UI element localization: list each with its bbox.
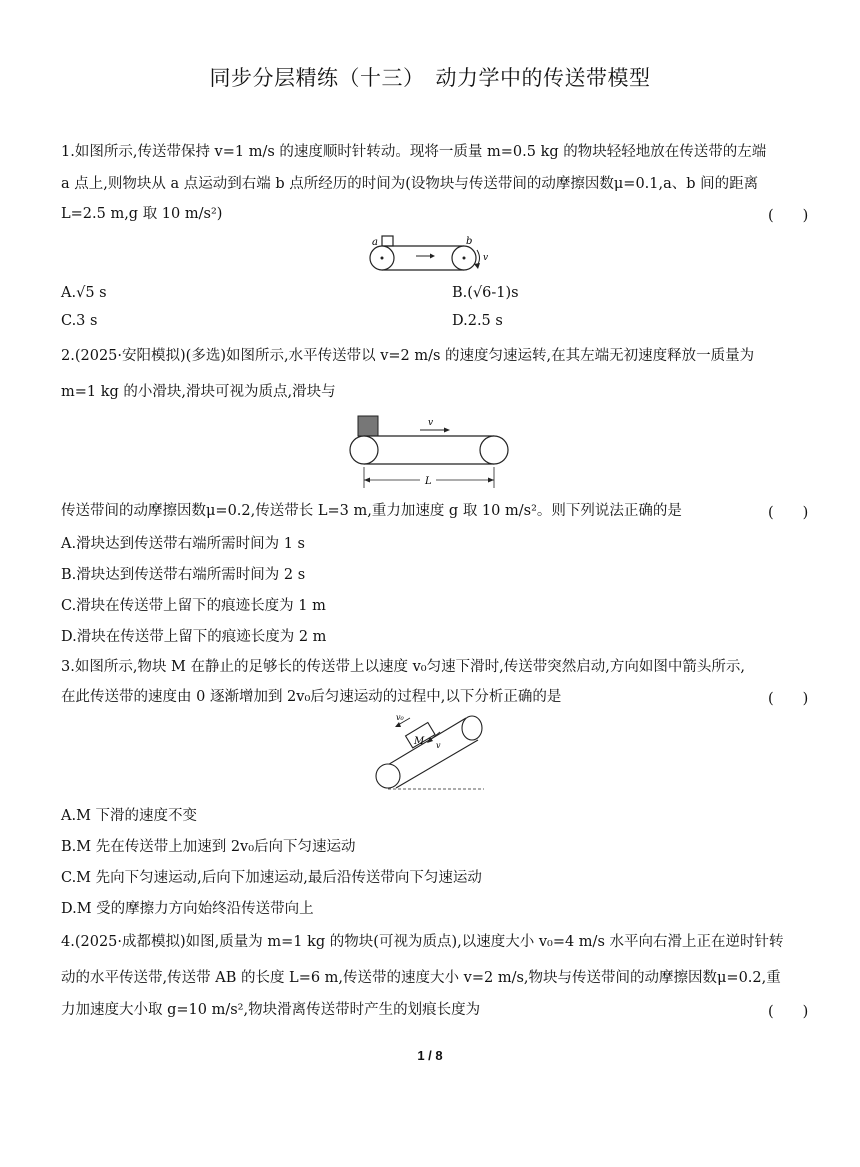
q3-label-M: M bbox=[414, 736, 425, 747]
q3-stem-line1: 3.如图所示,物块 M 在静止的足够长的传送带上以速度 v₀匀速下滑时,传送带突然启动,方向如图中箭头所示, bbox=[61, 659, 745, 675]
q3-option-d: D.M 受的摩擦力方向始终沿传送带向上 bbox=[61, 901, 314, 917]
q3-lower-roller bbox=[376, 764, 400, 788]
q2-right-roller bbox=[480, 436, 508, 464]
q1-stem-line2: a 点上,则物块从 a 点运动到右端 b 点所经历的时间为(设物块与传送带间的动摩擦因数μ=0.1,a、b 间的距离 bbox=[61, 176, 759, 192]
q1-conveyor-figure bbox=[360, 228, 500, 280]
q2-option-d: D.滑块在传送带上留下的痕迹长度为 2 m bbox=[61, 629, 327, 645]
q3-stem-line2: 在此传送带的速度由 0 逐渐增加到 2v₀后匀速运动的过程中,以下分析正确的是 bbox=[61, 689, 562, 705]
q1-stem-line1: 1.如图所示,传送带保持 v=1 m/s 的速度顺时针转动。现将一质量 m=0.5 kg 的物块轻轻地放在传送带的左端 bbox=[61, 144, 767, 160]
q1-answer-bracket: ( ) bbox=[768, 208, 809, 224]
q2-option-b: B.滑块达到传送带右端所需时间为 2 s bbox=[61, 567, 306, 583]
q4-stem-line1: 4.(2025·成都模拟)如图,质量为 m=1 kg 的物块(可视为质点),以速度大小 v₀=4 m/s 水平向右滑上正在逆时针转 bbox=[61, 934, 784, 950]
q1-option-b: B.(√6-1)s bbox=[452, 285, 519, 301]
page-number: 1 / 8 bbox=[417, 1048, 443, 1063]
q2-label-L: L bbox=[425, 476, 432, 487]
q2-answer-bracket: ( ) bbox=[768, 505, 809, 521]
q3-option-b: B.M 先在传送带上加速到 2v₀后向下匀速运动 bbox=[61, 839, 356, 855]
q3-option-c: C.M 先向下匀速运动,后向下加速运动,最后沿传送带向下匀速运动 bbox=[61, 870, 482, 886]
q3-upper-roller bbox=[462, 716, 482, 740]
q2-left-roller bbox=[350, 436, 378, 464]
q2-conveyor-figure bbox=[340, 410, 520, 490]
q2-label-v: v bbox=[428, 418, 434, 428]
q2-stem-line1: 2.(2025·安阳模拟)(多选)如图所示,水平传送带以 v=2 m/s 的速度匀速运转,在其左端无初速度释放一质量为 bbox=[61, 348, 755, 364]
q1-block bbox=[382, 236, 393, 246]
q3-option-a: A.M 下滑的速度不变 bbox=[61, 808, 198, 824]
q3-inclined-conveyor-figure bbox=[360, 710, 500, 796]
q4-answer-bracket: ( ) bbox=[768, 1004, 809, 1020]
q2-block bbox=[358, 416, 378, 436]
q2-stem-line3: 传送带间的动摩擦因数μ=0.2,传送带长 L=3 m,重力加速度 g 取 10 m/s²。则下列说法正确的是 bbox=[61, 503, 682, 519]
q1-label-a: a bbox=[372, 237, 378, 248]
q1-option-c: C.3 s bbox=[61, 313, 98, 329]
q3-label-v0: v₀ bbox=[396, 713, 404, 722]
q2-stem-line2: m=1 kg 的小滑块,滑块可视为质点,滑块与 bbox=[61, 384, 336, 400]
q1-label-b: b bbox=[466, 236, 473, 247]
q3-label-v: v bbox=[436, 741, 441, 750]
q1-label-v: v bbox=[483, 253, 489, 263]
q4-stem-line2: 动的水平传送带,传送带 AB 的长度 L=6 m,传送带的速度大小 v=2 m/s,物块与传送带间的动摩擦因数μ=0.2,重 bbox=[61, 970, 781, 986]
q4-stem-line3: 力加速度大小取 g=10 m/s²,物块滑离传送带时产生的划痕长度为 bbox=[61, 1002, 481, 1018]
page-title: 同步分层精练（十三） 动力学中的传送带模型 bbox=[209, 66, 651, 90]
q1-stem-line3: L=2.5 m,g 取 10 m/s²) bbox=[61, 206, 223, 222]
q2-option-c: C.滑块在传送带上留下的痕迹长度为 1 m bbox=[61, 598, 326, 614]
q3-answer-bracket: ( ) bbox=[768, 691, 809, 707]
q2-option-a: A.滑块达到传送带右端所需时间为 1 s bbox=[61, 536, 305, 552]
q1-option-d: D.2.5 s bbox=[452, 313, 503, 329]
q1-option-a: A.√5 s bbox=[61, 285, 107, 301]
